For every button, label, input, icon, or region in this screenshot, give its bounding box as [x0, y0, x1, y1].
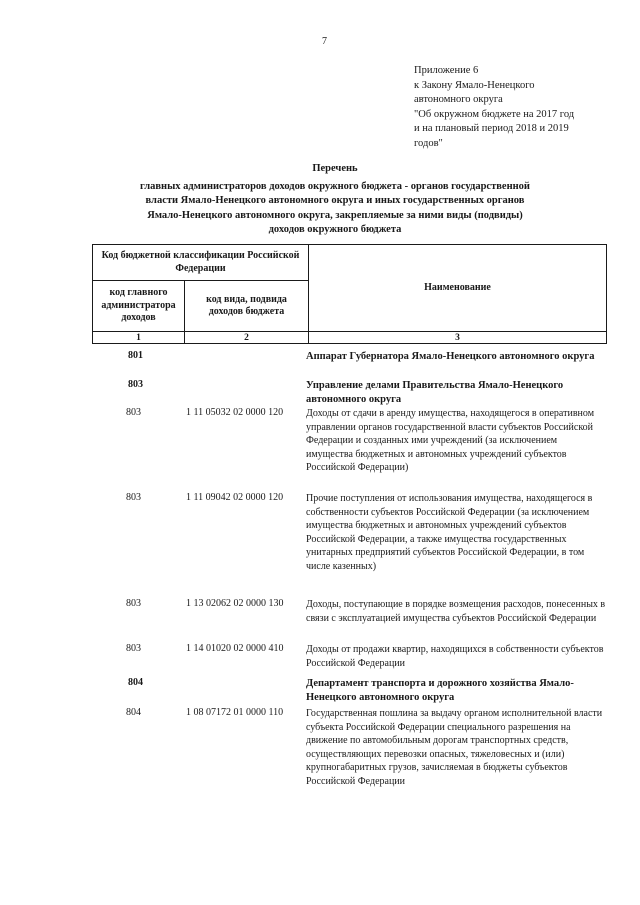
page-number: 7 — [322, 36, 327, 47]
column-number: 2 — [185, 332, 309, 344]
revenue-name: Доходы от сдачи в аренду имущества, находящегося в оперативном управлении органов государственной власти субъектов Российской Федерации и созданных ими учреждений (за исключением имущества бюджетных и автономных учреждений субъектов Российской Федерации) — [306, 408, 595, 474]
appendix-line: автономного округа — [414, 94, 503, 105]
revenue-code: 1 14 01020 02 0000 410 — [186, 643, 284, 654]
revenue-code: 1 13 02062 02 0000 130 — [186, 598, 284, 609]
appendix-line: и на плановый период 2018 и 2019 — [414, 123, 569, 134]
appendix-line: "Об окружном бюджете на 2017 год — [414, 108, 575, 120]
revenue-code: 1 08 07172 01 0000 110 — [186, 707, 284, 718]
heading-line: доходов окружного бюджета — [268, 224, 402, 235]
heading-line: власти Ямало-Ненецкого автономного округа и иных государственных органов — [145, 195, 525, 206]
revenue-code-column-header: код вида, подвида доходов бюджета — [185, 281, 309, 332]
heading-line: Ямало-Ненецкого автономного округа, закрепляемые за ними виды (подвиды) — [147, 209, 523, 221]
appendix-line: Приложение 6 — [414, 65, 479, 76]
admin-code: 803 — [126, 407, 141, 418]
admin-code: 803 — [126, 492, 141, 503]
column-number: 3 — [309, 332, 607, 344]
revenue-name: Государственная пошлина за выдачу органом исполнительной власти субъекта Российской Федерации специального разрешения на движение по автомобильным дорогам транспортных средств, осуществляющих перевозки опасных, тяжеловесных и (или) крупногабаритных грузов, зачисляемая в бюджеты субъектов Российской Федерации — [306, 708, 603, 787]
revenue-code: 1 11 05032 02 0000 120 — [186, 407, 284, 418]
revenue-name: Доходы, поступающие в порядке возмещения расходов, понесенных в связи с эксплуатацией имущества субъектов Российской Федерации — [306, 599, 606, 624]
column-number: 1 — [93, 332, 185, 344]
revenue-name: Прочие поступления от использования имущества, находящегося в собственности субъектов Российской Федерации (за исключением имущества бюджетных и автономных учреждений субъектов Российской Федерации, а также имущества государственных унитарных предприятий субъектов Российской Федерации, в том числе казенных) — [306, 493, 593, 572]
admin-code: 801 — [128, 350, 143, 361]
admin-code-column-header: код главного администратора доходов — [93, 281, 185, 332]
document-title: Перечень — [312, 163, 358, 174]
appendix-line: к Закону Ямало-Ненецкого — [414, 79, 535, 91]
name-column-header: Наименование — [309, 245, 607, 332]
revenue-name: Аппарат Губернатора Ямало-Ненецкого автономного округа — [306, 351, 595, 362]
revenue-name: Управление делами Правительства Ямало-Ненецкого автономного округа — [306, 380, 564, 405]
revenue-code: 1 11 09042 02 0000 120 — [186, 492, 284, 503]
heading-line: главных администраторов доходов окружного бюджета - органов государственной — [140, 180, 530, 192]
admin-code: 804 — [126, 707, 141, 718]
revenue-name: Департамент транспорта и дорожного хозяйства Ямало-Ненецкого автономного округа — [306, 678, 574, 703]
appendix-line: годов" — [414, 137, 443, 149]
admin-code: 804 — [128, 677, 143, 688]
budget-classification-header: Код бюджетной классификации Российской Федерации — [93, 245, 309, 281]
revenue-name: Доходы от продажи квартир, находящихся в собственности субъектов Российской Федерации — [306, 644, 604, 669]
admin-code: 803 — [126, 643, 141, 654]
admin-code: 803 — [126, 598, 141, 609]
admin-code: 803 — [128, 379, 143, 390]
